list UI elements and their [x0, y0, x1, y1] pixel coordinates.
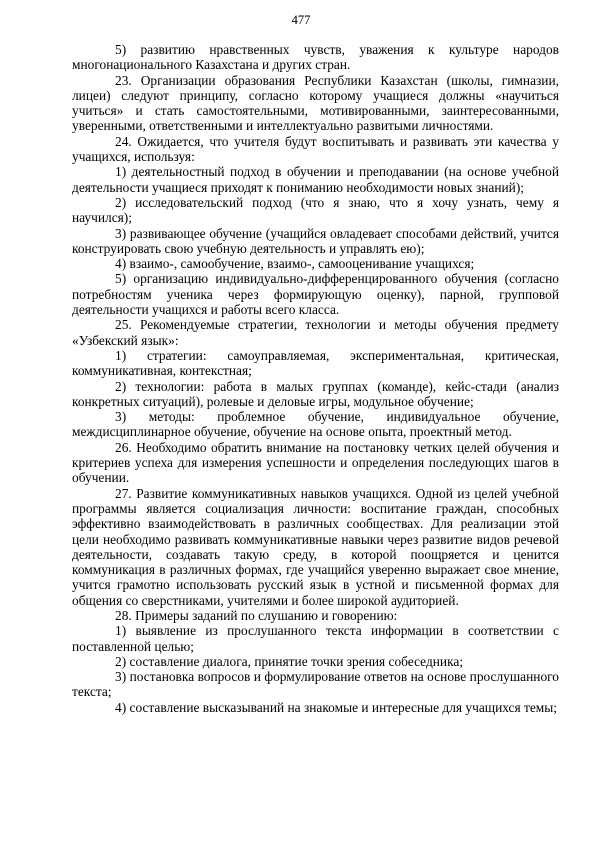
- paragraph: 1) выявление из прослушанного текста информации в соответствии с поставленной целью;: [72, 623, 559, 654]
- paragraph: 1) стратегии: самоуправляемая, экспериментальная, критическая, коммуникативная, контекстная;: [72, 347, 559, 379]
- paragraph: 23. Организации образования Республики Казахстан (школы, гимназии, лицеи) следуют принципу, согласно которому учащиеся должны «научиться учиться» и стать самостоятельными, мотивированными, заинтересованными, уверенными, ответственными и интеллектуально развитыми личностями.: [72, 72, 559, 134]
- paragraph: 4) составление высказываний на знакомые и интересные для учащихся темы;: [115, 699, 557, 715]
- paragraph: 2) технологии: работа в малых группах (команде), кейс-стади (анализ конкретных ситуаций), ролевые и деловые игры, модульное обучение;: [72, 378, 559, 409]
- paragraph: 25. Рекомендуемые стратегии, технологии и методы обучения предмету «Узбекский язык»:: [72, 317, 559, 348]
- paragraph: 2) исследовательский подход (что я знаю, что я хочу узнать, чему я научился);: [72, 194, 559, 226]
- paragraph: 5) организацию индивидуально-дифференцированного обучения (согласно потребностям ученика через формирующую оценку), парной, групповой деятельности учащихся и работы всего класса.: [72, 271, 559, 318]
- paragraph: 5) развитию нравственных чувств, уважения к культуре народов многонационального Казахстана и других стран.: [72, 42, 559, 73]
- page-number: 477: [291, 13, 311, 27]
- paragraph: 1) деятельностный подход в обучении и преподавании (на основе учебной деятельности учащиеся приходят к пониманию необходимости новых знаний);: [72, 164, 559, 195]
- paragraph: 3) развивающее обучение (учащийся овладевает способами действий, учится конструировать свою учебную деятельность и управлять ею);: [72, 225, 559, 256]
- paragraph: 3) методы: проблемное обучение, индивидуальное обучение, междисциплинарное обучение, обучение на основе опыта, проектный метод.: [72, 409, 559, 440]
- document-body: [72, 42, 559, 715]
- paragraph: 24. Ожидается, что учителя будут воспитывать и развивать эти качества у учащихся, используя:: [72, 133, 559, 165]
- paragraph: 2) составление диалога, принятие точки зрения собеседника;: [115, 653, 464, 669]
- paragraph: 28. Примеры заданий по слушанию и говорению:: [115, 607, 398, 623]
- paragraph: 26. Необходимо обратить внимание на постановку четких целей обучения и критериев успеха для измерения успешности и определения последующих шагов в обучении.: [72, 439, 559, 486]
- paragraph: 27. Развитие коммуникативных навыков учащихся. Одной из целей учебной программы является социализация личности: воспитание граждан, способных эффективно взаимодействовать в различных сообществах. Для реализации этой цели необходимо развивать коммуникативные навыки через развитие видов речевой деятельности, создавать такую среду, в которой поощряется и ценится коммуникация в различных формах, где учащийся уверенно выражает свое мнение, учится грамотно использовать русский язык в устной и письменной формах для общения со сверстниками, учителями и более широкой аудиторией.: [72, 485, 559, 608]
- paragraph: 4) взаимо-, самообучение, взаимо-, самооценивание учащихся;: [115, 256, 475, 272]
- paragraph: 3) постановка вопросов и формулирование ответов на основе прослушанного текста;: [72, 669, 559, 700]
